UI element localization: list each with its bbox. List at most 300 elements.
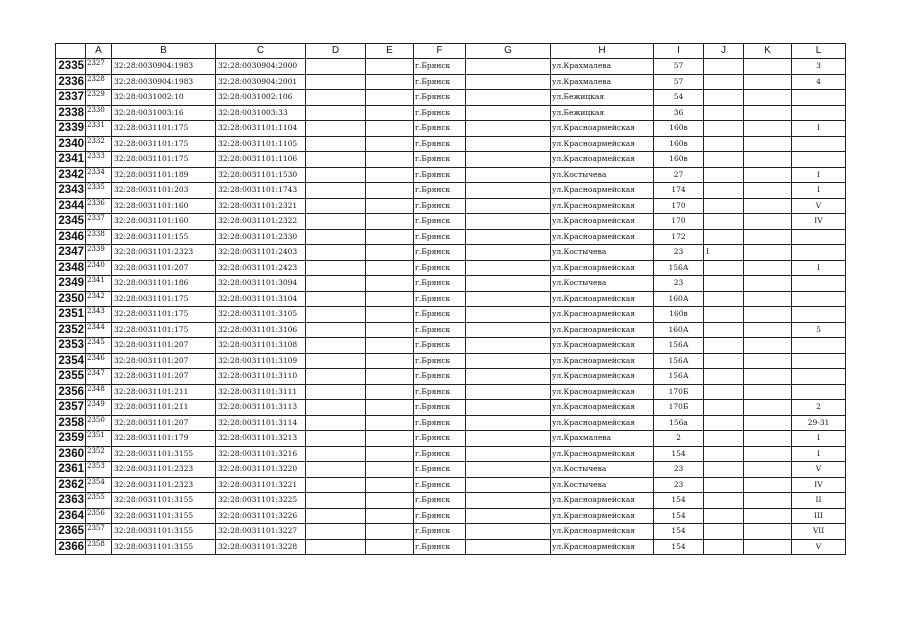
cell-l[interactable]: V [792,198,846,214]
cell-h[interactable]: ул.Красноармейская [551,384,654,400]
column-header-j[interactable]: J [704,44,744,59]
cell-d[interactable] [306,167,366,183]
cell-g[interactable] [466,415,551,431]
cell-i[interactable]: 170 [654,198,704,214]
cell-k[interactable] [744,446,792,462]
cell-k[interactable] [744,477,792,493]
cell-h[interactable]: ул.Костычева [551,276,654,292]
column-header-i[interactable]: I [654,44,704,59]
cell-l[interactable]: II [792,493,846,509]
cell-a[interactable]: 2345 [86,338,112,354]
cell-k[interactable] [744,524,792,540]
cell-a[interactable]: 2351 [86,431,112,447]
cell-g[interactable] [466,369,551,385]
cell-a[interactable]: 2329 [86,90,112,106]
cell-l[interactable]: 3 [792,59,846,75]
cell-l[interactable]: I [792,183,846,199]
cell-g[interactable] [466,400,551,416]
cell-l[interactable]: 29-31 [792,415,846,431]
row-number[interactable]: 2340 [56,136,86,152]
cell-f[interactable]: г.Брянск [414,105,466,121]
cell-i[interactable]: 154 [654,524,704,540]
cell-j[interactable] [704,415,744,431]
cell-g[interactable] [466,338,551,354]
cell-b[interactable]: 32:28:0031101:3155 [112,524,216,540]
cell-k[interactable] [744,229,792,245]
cell-g[interactable] [466,59,551,75]
cell-f[interactable]: г.Брянск [414,167,466,183]
cell-f[interactable]: г.Брянск [414,198,466,214]
cell-j[interactable] [704,198,744,214]
cell-a[interactable]: 2342 [86,291,112,307]
cell-b[interactable]: 32:28:0030904:1983 [112,74,216,90]
row-number[interactable]: 2359 [56,431,86,447]
cell-a[interactable]: 2328 [86,74,112,90]
cell-a[interactable]: 2354 [86,477,112,493]
cell-i[interactable]: 154 [654,508,704,524]
cell-d[interactable] [306,524,366,540]
row-number[interactable]: 2358 [56,415,86,431]
cell-d[interactable] [306,276,366,292]
cell-c[interactable]: 32:28:0031101:3227 [216,524,306,540]
cell-h[interactable]: ул.Красноармейская [551,307,654,323]
cell-h[interactable]: ул.Костычева [551,477,654,493]
cell-i[interactable]: 54 [654,90,704,106]
cell-e[interactable] [366,384,414,400]
cell-l[interactable] [792,384,846,400]
cell-d[interactable] [306,493,366,509]
cell-k[interactable] [744,307,792,323]
cell-c[interactable]: 32:28:0030904:2000 [216,59,306,75]
cell-f[interactable]: г.Брянск [414,245,466,261]
corner-cell[interactable] [56,44,86,59]
cell-j[interactable] [704,90,744,106]
cell-i[interactable]: 36 [654,105,704,121]
cell-a[interactable]: 2336 [86,198,112,214]
cell-f[interactable]: г.Брянск [414,524,466,540]
cell-d[interactable] [306,260,366,276]
cell-e[interactable] [366,322,414,338]
cell-h[interactable]: ул.Красноармейская [551,338,654,354]
cell-h[interactable]: ул.Красноармейская [551,493,654,509]
cell-j[interactable] [704,539,744,555]
cell-f[interactable]: г.Брянск [414,214,466,230]
cell-k[interactable] [744,276,792,292]
cell-h[interactable]: ул.Красноармейская [551,136,654,152]
cell-b[interactable]: 32:28:0031101:207 [112,260,216,276]
cell-i[interactable]: 154 [654,493,704,509]
cell-g[interactable] [466,307,551,323]
cell-f[interactable]: г.Брянск [414,415,466,431]
cell-k[interactable] [744,400,792,416]
cell-c[interactable]: 32:28:0031101:3104 [216,291,306,307]
cell-c[interactable]: 32:28:0031101:3114 [216,415,306,431]
row-number[interactable]: 2344 [56,198,86,214]
cell-e[interactable] [366,167,414,183]
cell-b[interactable]: 32:28:0031101:2323 [112,245,216,261]
cell-a[interactable]: 2352 [86,446,112,462]
cell-j[interactable] [704,353,744,369]
row-number[interactable]: 2338 [56,105,86,121]
cell-e[interactable] [366,276,414,292]
cell-k[interactable] [744,74,792,90]
cell-f[interactable]: г.Брянск [414,90,466,106]
row-number[interactable]: 2366 [56,539,86,555]
cell-a[interactable]: 2350 [86,415,112,431]
cell-c[interactable]: 32:28:0031101:3213 [216,431,306,447]
cell-h[interactable]: ул.Красноармейская [551,400,654,416]
row-number[interactable]: 2352 [56,322,86,338]
cell-k[interactable] [744,508,792,524]
cell-e[interactable] [366,214,414,230]
cell-c[interactable]: 32:28:0031101:3228 [216,539,306,555]
cell-b[interactable]: 32:28:0031101:207 [112,415,216,431]
cell-a[interactable]: 2348 [86,384,112,400]
cell-d[interactable] [306,446,366,462]
cell-f[interactable]: г.Брянск [414,276,466,292]
column-header-b[interactable]: B [112,44,216,59]
cell-k[interactable] [744,384,792,400]
cell-b[interactable]: 32:28:0031101:2323 [112,462,216,478]
cell-j[interactable] [704,493,744,509]
cell-c[interactable]: 32:28:0031101:3220 [216,462,306,478]
cell-f[interactable]: г.Брянск [414,229,466,245]
cell-e[interactable] [366,59,414,75]
cell-k[interactable] [744,90,792,106]
column-header-f[interactable]: F [414,44,466,59]
cell-k[interactable] [744,322,792,338]
column-header-d[interactable]: D [306,44,366,59]
cell-g[interactable] [466,260,551,276]
cell-b[interactable]: 32:28:0031002:10 [112,90,216,106]
cell-h[interactable]: ул.Красноармейская [551,369,654,385]
cell-i[interactable]: 160А [654,291,704,307]
cell-k[interactable] [744,136,792,152]
cell-k[interactable] [744,260,792,276]
cell-c[interactable]: 32:28:0031101:3109 [216,353,306,369]
cell-d[interactable] [306,291,366,307]
cell-l[interactable] [792,105,846,121]
cell-a[interactable]: 2335 [86,183,112,199]
cell-f[interactable]: г.Брянск [414,322,466,338]
cell-i[interactable]: 23 [654,477,704,493]
cell-c[interactable]: 32:28:0031101:2423 [216,260,306,276]
cell-l[interactable]: I [792,167,846,183]
cell-c[interactable]: 32:28:0031101:2322 [216,214,306,230]
cell-j[interactable] [704,183,744,199]
cell-e[interactable] [366,307,414,323]
cell-i[interactable]: 154 [654,446,704,462]
cell-j[interactable] [704,229,744,245]
cell-d[interactable] [306,477,366,493]
cell-d[interactable] [306,338,366,354]
cell-f[interactable]: г.Брянск [414,260,466,276]
row-number[interactable]: 2335 [56,59,86,75]
cell-k[interactable] [744,493,792,509]
cell-l[interactable] [792,369,846,385]
cell-d[interactable] [306,74,366,90]
cell-k[interactable] [744,245,792,261]
cell-k[interactable] [744,152,792,168]
cell-h[interactable]: ул.Красноармейская [551,508,654,524]
cell-b[interactable]: 32:28:0031101:3155 [112,508,216,524]
cell-l[interactable]: IV [792,477,846,493]
row-number[interactable]: 2347 [56,245,86,261]
cell-i[interactable]: 156А [654,353,704,369]
row-number[interactable]: 2365 [56,524,86,540]
cell-g[interactable] [466,508,551,524]
cell-e[interactable] [366,477,414,493]
cell-k[interactable] [744,462,792,478]
cell-c[interactable]: 32:28:0031003:33 [216,105,306,121]
cell-h[interactable]: ул.Красноармейская [551,121,654,137]
cell-g[interactable] [466,539,551,555]
cell-i[interactable]: 156а [654,415,704,431]
cell-k[interactable] [744,198,792,214]
cell-i[interactable]: 23 [654,276,704,292]
row-number[interactable]: 2345 [56,214,86,230]
cell-b[interactable]: 32:28:0031101:189 [112,167,216,183]
cell-e[interactable] [366,245,414,261]
cell-h[interactable]: ул.Красноармейская [551,214,654,230]
cell-d[interactable] [306,229,366,245]
cell-f[interactable]: г.Брянск [414,183,466,199]
cell-h[interactable]: ул.Костычева [551,462,654,478]
cell-h[interactable]: ул.Красноармейская [551,291,654,307]
cell-g[interactable] [466,136,551,152]
cell-g[interactable] [466,291,551,307]
cell-f[interactable]: г.Брянск [414,74,466,90]
cell-i[interactable]: 154 [654,539,704,555]
cell-j[interactable] [704,260,744,276]
cell-f[interactable]: г.Брянск [414,431,466,447]
cell-f[interactable]: г.Брянск [414,446,466,462]
cell-h[interactable]: ул.Крахмалева [551,431,654,447]
cell-k[interactable] [744,539,792,555]
cell-b[interactable]: 32:28:0031101:175 [112,307,216,323]
cell-g[interactable] [466,477,551,493]
cell-a[interactable]: 2331 [86,121,112,137]
cell-g[interactable] [466,524,551,540]
cell-e[interactable] [366,136,414,152]
cell-h[interactable]: ул.Бежицкая [551,90,654,106]
cell-i[interactable]: 57 [654,59,704,75]
cell-e[interactable] [366,183,414,199]
cell-c[interactable]: 32:28:0031101:3094 [216,276,306,292]
cell-k[interactable] [744,214,792,230]
cell-h[interactable]: ул.Красноармейская [551,183,654,199]
cell-f[interactable]: г.Брянск [414,338,466,354]
cell-g[interactable] [466,152,551,168]
row-number[interactable]: 2348 [56,260,86,276]
cell-j[interactable] [704,74,744,90]
cell-c[interactable]: 32:28:0031101:3110 [216,369,306,385]
cell-f[interactable]: г.Брянск [414,121,466,137]
cell-h[interactable]: ул.Крахмалева [551,74,654,90]
cell-j[interactable] [704,369,744,385]
cell-e[interactable] [366,229,414,245]
row-number[interactable]: 2343 [56,183,86,199]
cell-e[interactable] [366,74,414,90]
cell-k[interactable] [744,183,792,199]
cell-c[interactable]: 32:28:0031101:3221 [216,477,306,493]
cell-c[interactable]: 32:28:0031101:3216 [216,446,306,462]
cell-h[interactable]: ул.Костычева [551,245,654,261]
cell-l[interactable] [792,307,846,323]
cell-i[interactable]: 156А [654,260,704,276]
cell-c[interactable]: 32:28:0031101:3105 [216,307,306,323]
cell-g[interactable] [466,167,551,183]
cell-a[interactable]: 2337 [86,214,112,230]
row-number[interactable]: 2339 [56,121,86,137]
row-number[interactable]: 2353 [56,338,86,354]
cell-l[interactable]: V [792,539,846,555]
cell-h[interactable]: ул.Красноармейская [551,322,654,338]
cell-a[interactable]: 2357 [86,524,112,540]
cell-a[interactable]: 2338 [86,229,112,245]
cell-l[interactable]: I [792,446,846,462]
cell-b[interactable]: 32:28:0031101:211 [112,384,216,400]
cell-k[interactable] [744,415,792,431]
cell-a[interactable]: 2346 [86,353,112,369]
cell-b[interactable]: 32:28:0031101:175 [112,322,216,338]
cell-b[interactable]: 32:28:0031101:155 [112,229,216,245]
cell-l[interactable]: I [792,431,846,447]
cell-a[interactable]: 2341 [86,276,112,292]
cell-l[interactable] [792,291,846,307]
cell-f[interactable]: г.Брянск [414,493,466,509]
cell-e[interactable] [366,493,414,509]
cell-d[interactable] [306,369,366,385]
cell-b[interactable]: 32:28:0031101:2323 [112,477,216,493]
cell-j[interactable] [704,400,744,416]
cell-i[interactable]: 27 [654,167,704,183]
cell-e[interactable] [366,121,414,137]
cell-e[interactable] [366,446,414,462]
cell-i[interactable]: 160в [654,152,704,168]
cell-g[interactable] [466,384,551,400]
cell-f[interactable]: г.Брянск [414,508,466,524]
cell-e[interactable] [366,338,414,354]
cell-l[interactable] [792,90,846,106]
cell-e[interactable] [366,431,414,447]
row-number[interactable]: 2337 [56,90,86,106]
cell-a[interactable]: 2333 [86,152,112,168]
column-header-a[interactable]: A [86,44,112,59]
cell-c[interactable]: 32:28:0031101:3111 [216,384,306,400]
cell-h[interactable]: ул.Красноармейская [551,415,654,431]
cell-c[interactable]: 32:28:0031002:106 [216,90,306,106]
cell-b[interactable]: 32:28:0031101:175 [112,152,216,168]
cell-k[interactable] [744,353,792,369]
cell-d[interactable] [306,90,366,106]
cell-l[interactable]: 5 [792,322,846,338]
cell-j[interactable] [704,276,744,292]
cell-i[interactable]: 23 [654,245,704,261]
cell-b[interactable]: 32:28:0031101:175 [112,291,216,307]
cell-d[interactable] [306,384,366,400]
row-number[interactable]: 2363 [56,493,86,509]
cell-g[interactable] [466,229,551,245]
cell-a[interactable]: 2340 [86,260,112,276]
cell-e[interactable] [366,260,414,276]
cell-j[interactable] [704,384,744,400]
cell-d[interactable] [306,245,366,261]
cell-h[interactable]: ул.Красноармейская [551,524,654,540]
cell-c[interactable]: 32:28:0031101:1106 [216,152,306,168]
cell-f[interactable]: г.Брянск [414,384,466,400]
cell-f[interactable]: г.Брянск [414,136,466,152]
cell-i[interactable]: 23 [654,462,704,478]
cell-h[interactable]: ул.Крахмалева [551,59,654,75]
cell-e[interactable] [366,462,414,478]
cell-c[interactable]: 32:28:0031101:3226 [216,508,306,524]
cell-b[interactable]: 32:28:0031101:211 [112,400,216,416]
cell-f[interactable]: г.Брянск [414,152,466,168]
cell-h[interactable]: ул.Красноармейская [551,353,654,369]
cell-j[interactable] [704,121,744,137]
cell-l[interactable]: 2 [792,400,846,416]
cell-c[interactable]: 32:28:0031101:1105 [216,136,306,152]
cell-d[interactable] [306,353,366,369]
row-number[interactable]: 2361 [56,462,86,478]
cell-j[interactable] [704,152,744,168]
cell-d[interactable] [306,415,366,431]
cell-e[interactable] [366,105,414,121]
cell-l[interactable] [792,136,846,152]
cell-j[interactable] [704,167,744,183]
cell-f[interactable]: г.Брянск [414,307,466,323]
cell-f[interactable]: г.Брянск [414,369,466,385]
cell-g[interactable] [466,276,551,292]
cell-d[interactable] [306,121,366,137]
row-number[interactable]: 2357 [56,400,86,416]
cell-k[interactable] [744,121,792,137]
cell-k[interactable] [744,291,792,307]
cell-h[interactable]: ул.Бежицкая [551,105,654,121]
cell-g[interactable] [466,353,551,369]
cell-g[interactable] [466,74,551,90]
cell-e[interactable] [366,508,414,524]
cell-l[interactable]: I [792,260,846,276]
cell-g[interactable] [466,183,551,199]
column-header-g[interactable]: G [466,44,551,59]
cell-l[interactable]: V [792,462,846,478]
cell-b[interactable]: 32:28:0031101:3155 [112,446,216,462]
cell-i[interactable]: 160в [654,121,704,137]
cell-d[interactable] [306,307,366,323]
cell-g[interactable] [466,90,551,106]
cell-h[interactable]: ул.Красноармейская [551,260,654,276]
row-number[interactable]: 2364 [56,508,86,524]
cell-b[interactable]: 32:28:0031101:3155 [112,539,216,555]
cell-g[interactable] [466,493,551,509]
cell-d[interactable] [306,431,366,447]
row-number[interactable]: 2350 [56,291,86,307]
row-number[interactable]: 2336 [56,74,86,90]
cell-j[interactable] [704,338,744,354]
cell-i[interactable]: 156А [654,338,704,354]
cell-f[interactable]: г.Брянск [414,353,466,369]
cell-f[interactable]: г.Брянск [414,477,466,493]
cell-e[interactable] [366,353,414,369]
column-header-e[interactable]: E [366,44,414,59]
cell-d[interactable] [306,462,366,478]
cell-g[interactable] [466,245,551,261]
cell-a[interactable]: 2353 [86,462,112,478]
cell-i[interactable]: 170Б [654,384,704,400]
cell-f[interactable]: г.Брянск [414,59,466,75]
